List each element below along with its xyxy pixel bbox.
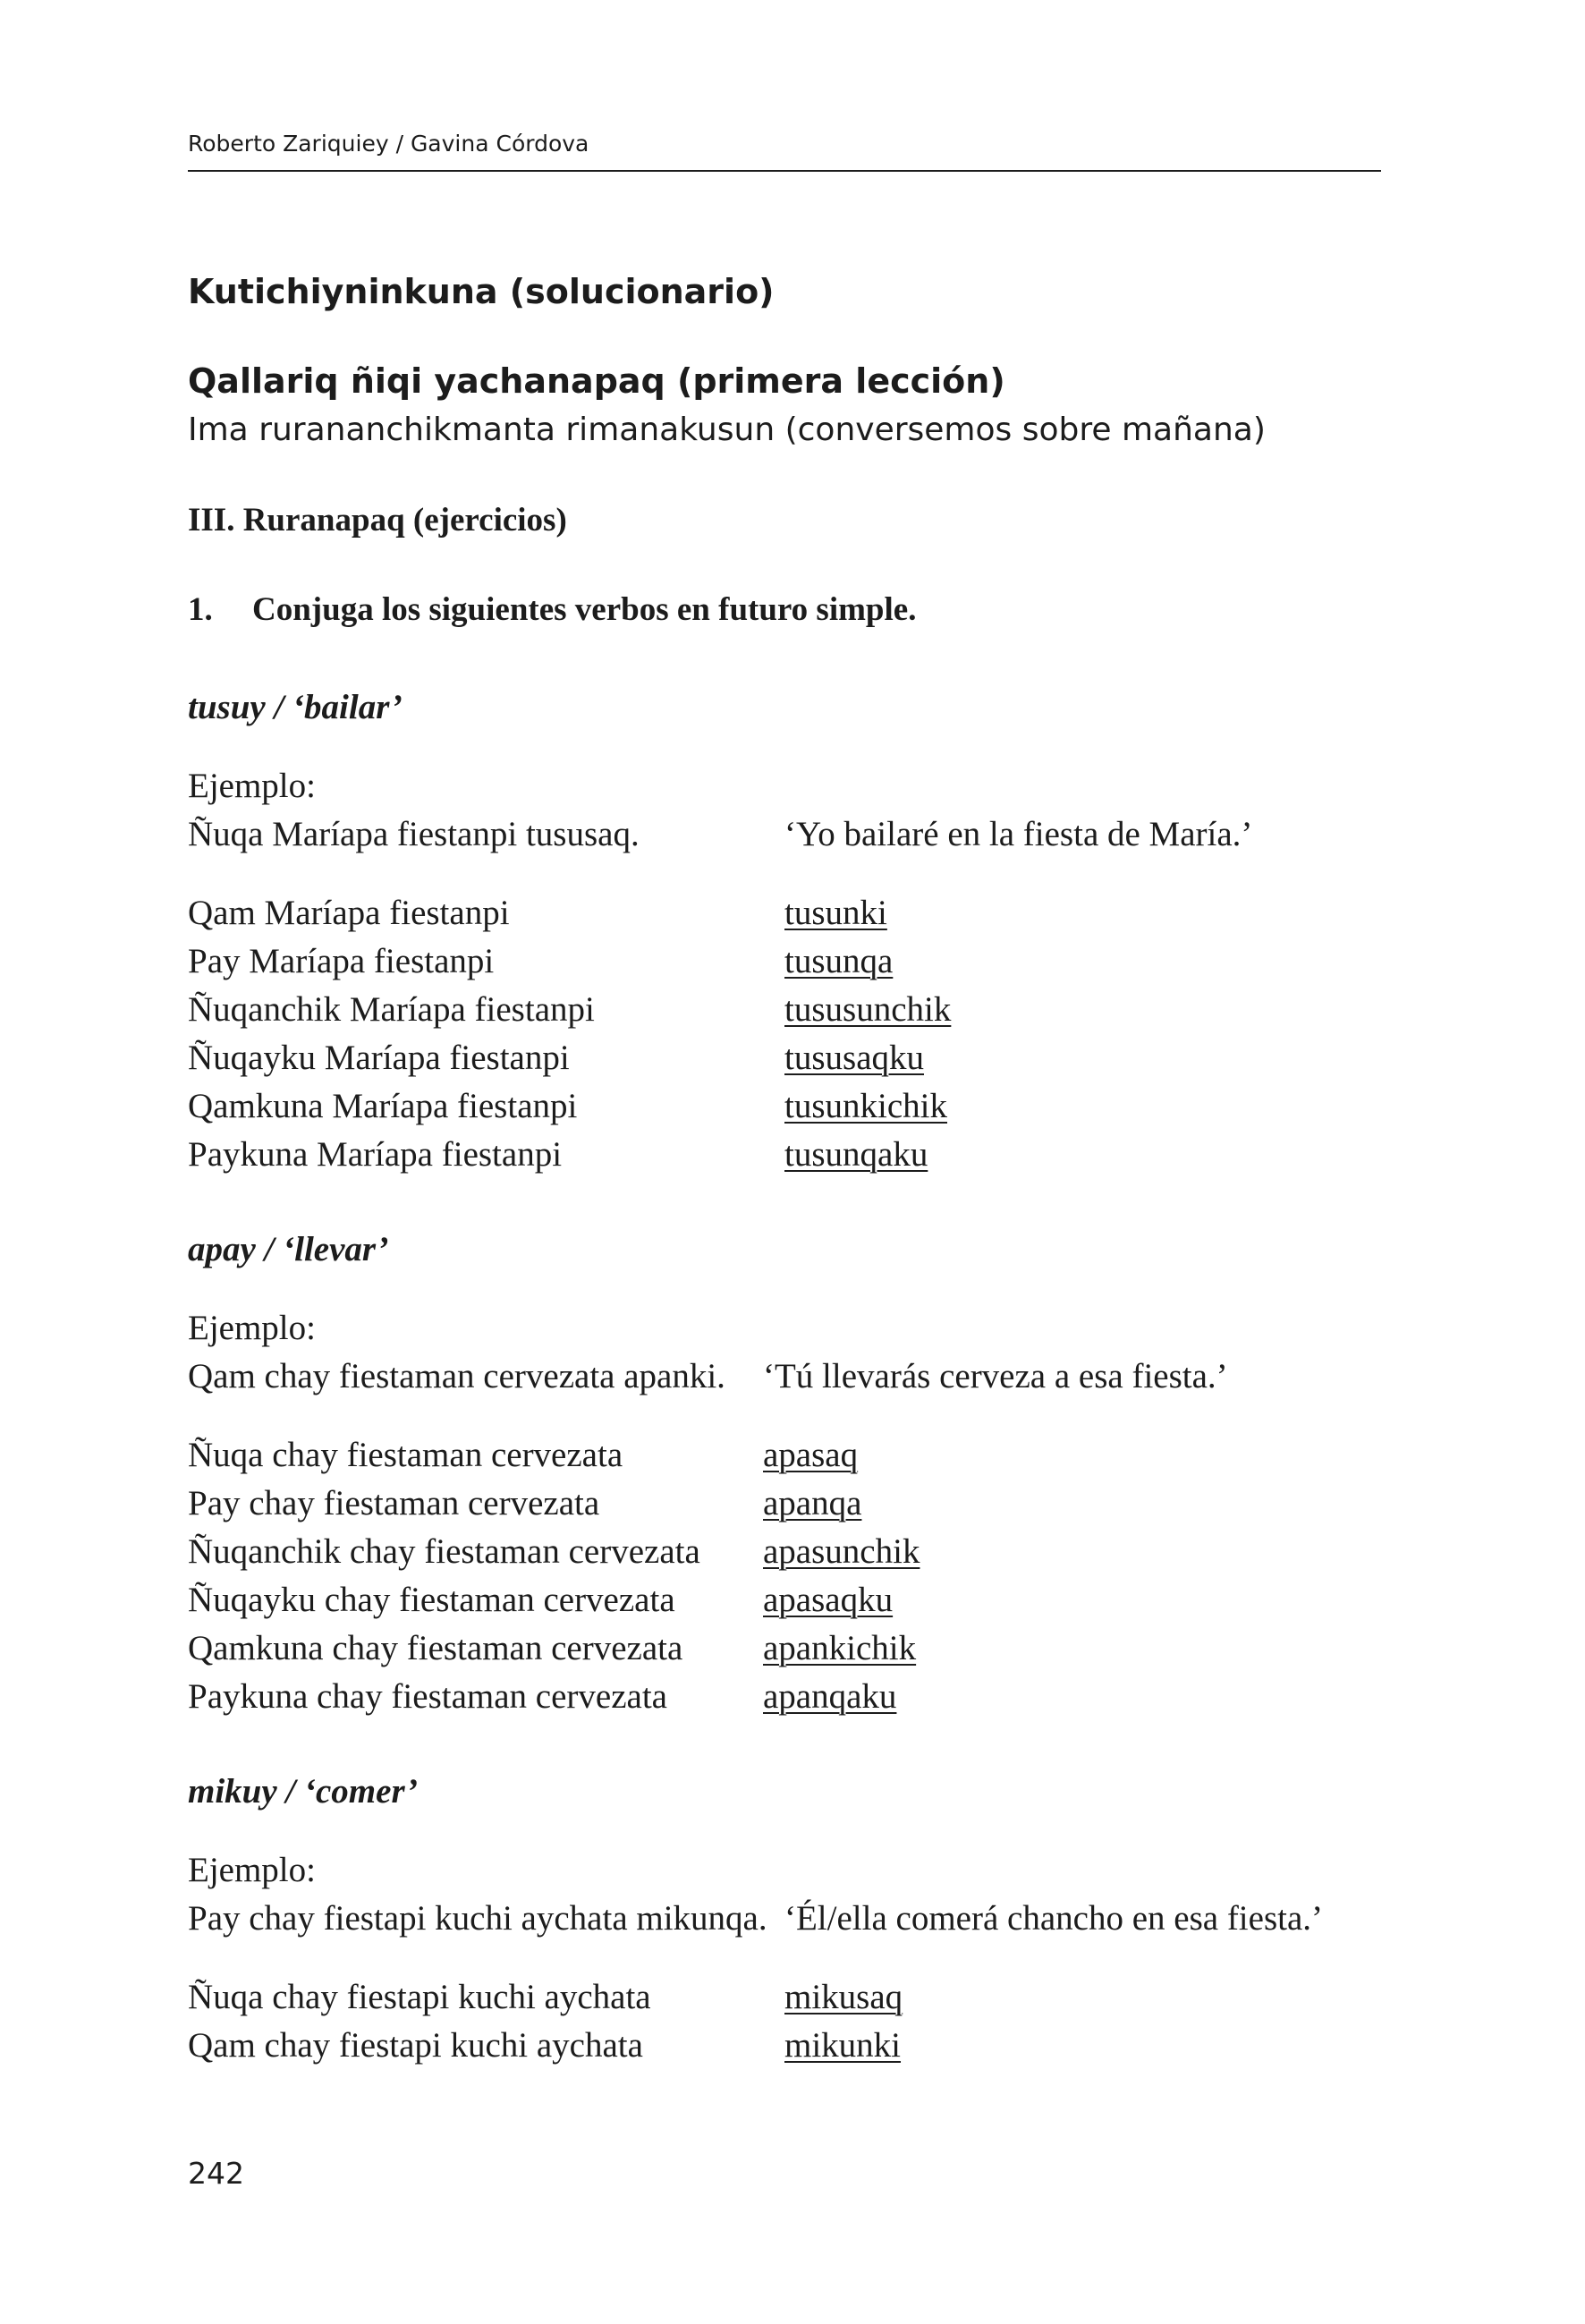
prompt-row: Paykuna Maríapa fiestanpi <box>188 1135 563 1174</box>
example-label: Ejemplo: <box>188 1851 316 1889</box>
answer-row: apankichik <box>763 1629 917 1667</box>
answer-row: apanqa <box>763 1484 862 1522</box>
prompt-row: Ñuqayku chay fiestaman cervezata <box>188 1581 675 1619</box>
header-rule <box>188 170 1381 172</box>
example-translation: ‘Él/ella comerá chancho en esa fiesta.’ <box>784 1899 1324 1938</box>
prompt-row: Qam chay fiestapi kuchi aychata <box>188 2026 643 2065</box>
verb-header: apay / ‘llevar’ <box>188 1230 389 1268</box>
answer-row: apasaq <box>763 1436 859 1474</box>
example-label: Ejemplo: <box>188 1309 316 1347</box>
page-number: 242 <box>188 2156 244 2191</box>
prompt-row: Pay chay fiestaman cervezata <box>188 1484 600 1522</box>
answer-row: mikusaq <box>784 1978 903 2016</box>
section-title: III. Ruranapaq (ejercicios) <box>188 502 567 539</box>
prompt-row: Ñuqa chay fiestaman cervezata <box>188 1436 623 1474</box>
answer-row: apasaqku <box>763 1581 894 1619</box>
prompt-row: Paykuna chay fiestaman cervezata <box>188 1677 667 1716</box>
prompt-row: Qamkuna chay fiestaman cervezata <box>188 1629 683 1667</box>
prompt-row: Qam Maríapa fiestanpi <box>188 894 510 932</box>
example-sentence: Qam chay fiestaman cervezata apanki. <box>188 1357 725 1395</box>
example-translation: ‘Yo bailaré en la fiesta de María.’ <box>784 815 1253 853</box>
example-sentence: Pay chay fiestapi kuchi aychata mikunqa. <box>188 1899 767 1938</box>
verb-header: mikuy / ‘comer’ <box>188 1772 419 1811</box>
answer-row: tusunqaku <box>784 1135 928 1174</box>
running-head: Roberto Zariquiey / Gavina Córdova <box>188 131 589 157</box>
verb-header: tusuy / ‘bailar’ <box>188 688 403 726</box>
prompt-row: Ñuqanchik chay fiestaman cervezata <box>188 1532 700 1571</box>
example-label: Ejemplo: <box>188 767 316 805</box>
example-translation: ‘Tú llevarás cerveza a esa fiesta.’ <box>763 1357 1228 1395</box>
prompt-row: Qamkuna Maríapa fiestanpi <box>188 1087 578 1125</box>
answer-row: tususunchik <box>784 990 952 1029</box>
lesson-title: Qallariq ñiqi yachanapaq (primera lección) <box>188 361 1005 401</box>
prompt-row: Ñuqanchik Maríapa fiestanpi <box>188 990 595 1029</box>
answer-row: apasunchik <box>763 1532 920 1571</box>
answer-row: tusunqa <box>784 942 894 980</box>
answer-row: tususaqku <box>784 1039 924 1077</box>
answer-row: tusunki <box>784 894 887 932</box>
prompt-row: Ñuqa chay fiestapi kuchi aychata <box>188 1978 651 2016</box>
exercise-instruction <box>188 590 916 629</box>
prompt-row: Pay Maríapa fiestanpi <box>188 942 495 980</box>
prompt-row: Ñuqayku Maríapa fiestanpi <box>188 1039 570 1077</box>
instruction-text: Conjuga los siguientes verbos en futuro simple. <box>252 591 917 628</box>
page-heading: Kutichiyninkuna (solucionario) <box>188 272 775 311</box>
instruction-number: 1. <box>188 591 213 628</box>
answer-row: mikunki <box>784 2026 902 2065</box>
answer-row: tusunkichik <box>784 1087 947 1125</box>
lesson-subtitle: Ima rurananchikmanta rimanakusun (conversemos sobre mañana) <box>188 411 1266 448</box>
answer-row: apanqaku <box>763 1677 897 1716</box>
example-sentence: Ñuqa Maríapa fiestanpi tususaq. <box>188 815 640 853</box>
